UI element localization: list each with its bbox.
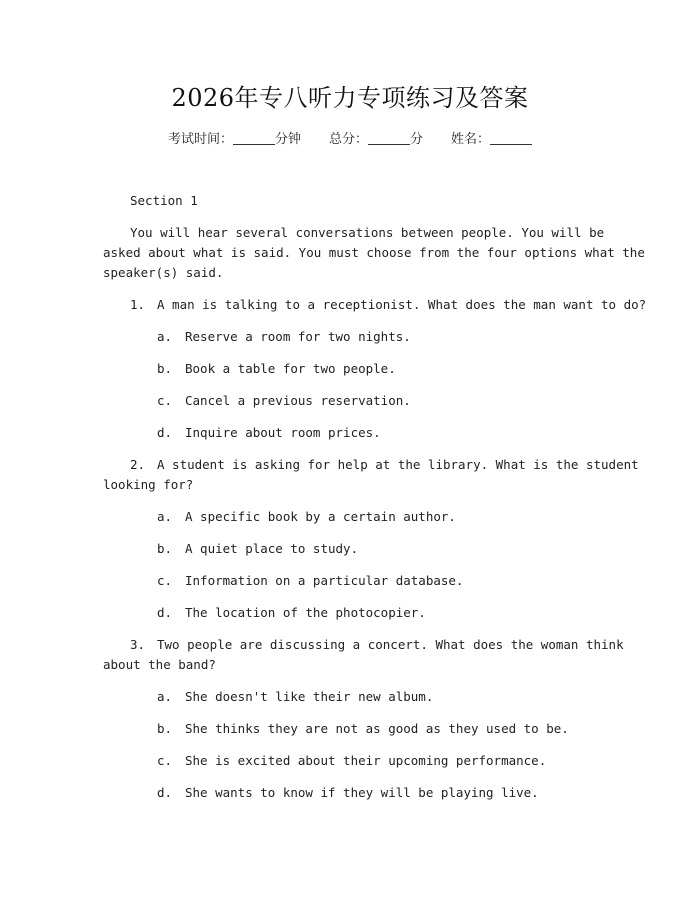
question-1-option-a[interactable] [157, 327, 411, 347]
question-2-option-b[interactable] [157, 539, 358, 559]
option-letter: b. [157, 721, 173, 736]
option-text: She is excited about their upcoming performance. [185, 753, 547, 768]
question-1-option-c[interactable] [157, 391, 411, 411]
option-text: She wants to know if they will be playing live. [185, 785, 539, 800]
question-2-option-a[interactable] [157, 507, 456, 527]
option-text: A quiet place to study. [185, 541, 359, 556]
option-letter: c. [157, 753, 173, 768]
instructions-line: speaker(s) said. [103, 265, 224, 280]
question-2-line [130, 455, 639, 475]
time-unit: 分钟 [274, 132, 301, 147]
option-letter: b. [157, 361, 173, 376]
question-1-line [130, 295, 646, 315]
name-blank [490, 130, 532, 145]
option-letter: c. [157, 573, 173, 588]
question-number: 2. [130, 457, 146, 472]
question-text: A man is talking to a receptionist. What does the man want to do? [157, 297, 647, 312]
exam-info-line [0, 129, 700, 151]
option-letter: b. [157, 541, 173, 556]
option-text: Book a table for two people. [185, 361, 396, 376]
option-text: Inquire about room prices. [185, 425, 381, 440]
question-1-option-d[interactable] [157, 423, 381, 443]
question-number: 3. [130, 637, 146, 652]
question-number: 1. [130, 297, 146, 312]
question-3-option-b[interactable] [157, 719, 569, 739]
option-letter: d. [157, 425, 173, 440]
question-2-option-c[interactable] [157, 571, 463, 591]
option-text: Reserve a room for two nights. [185, 329, 411, 344]
instructions-line: You will hear several conversations between people. You will be [130, 225, 605, 240]
score-blank [368, 130, 410, 145]
question-text: Two people are discussing a concert. What does the woman think [157, 637, 624, 652]
question-3-line [130, 635, 624, 655]
time-label: 考试时间： [167, 132, 233, 147]
question-text: A student is asking for help at the library. What is the student [157, 457, 639, 472]
name-label: 姓名： [451, 132, 491, 147]
option-letter: a. [157, 689, 173, 704]
option-letter: a. [157, 329, 173, 344]
time-blank [233, 130, 275, 145]
option-letter: d. [157, 605, 173, 620]
section-heading: Section 1 [130, 193, 198, 208]
option-text: Cancel a previous reservation. [185, 393, 411, 408]
question-3-option-d[interactable] [157, 783, 539, 803]
option-text: The location of the photocopier. [185, 605, 426, 620]
question-3-option-a[interactable] [157, 687, 433, 707]
option-text: She thinks they are not as good as they used to be. [185, 721, 569, 736]
option-letter: d. [157, 785, 173, 800]
option-text: A specific book by a certain author. [185, 509, 456, 524]
score-label: 总分： [328, 132, 368, 147]
document-title: 2026年专八听力专项练习及答案 [171, 84, 529, 112]
question-text-continued: looking for? [103, 477, 194, 492]
score-unit: 分 [410, 132, 424, 147]
option-letter: a. [157, 509, 173, 524]
question-1-option-b[interactable] [157, 359, 396, 379]
option-text: Information on a particular database. [185, 573, 464, 588]
question-text-continued: about the band? [103, 657, 216, 672]
option-text: She doesn't like their new album. [185, 689, 434, 704]
option-letter: c. [157, 393, 173, 408]
question-3-option-c[interactable] [157, 751, 546, 771]
question-2-option-d[interactable] [157, 603, 426, 623]
instructions-line: asked about what is said. You must choose from the four options what the [103, 245, 645, 260]
